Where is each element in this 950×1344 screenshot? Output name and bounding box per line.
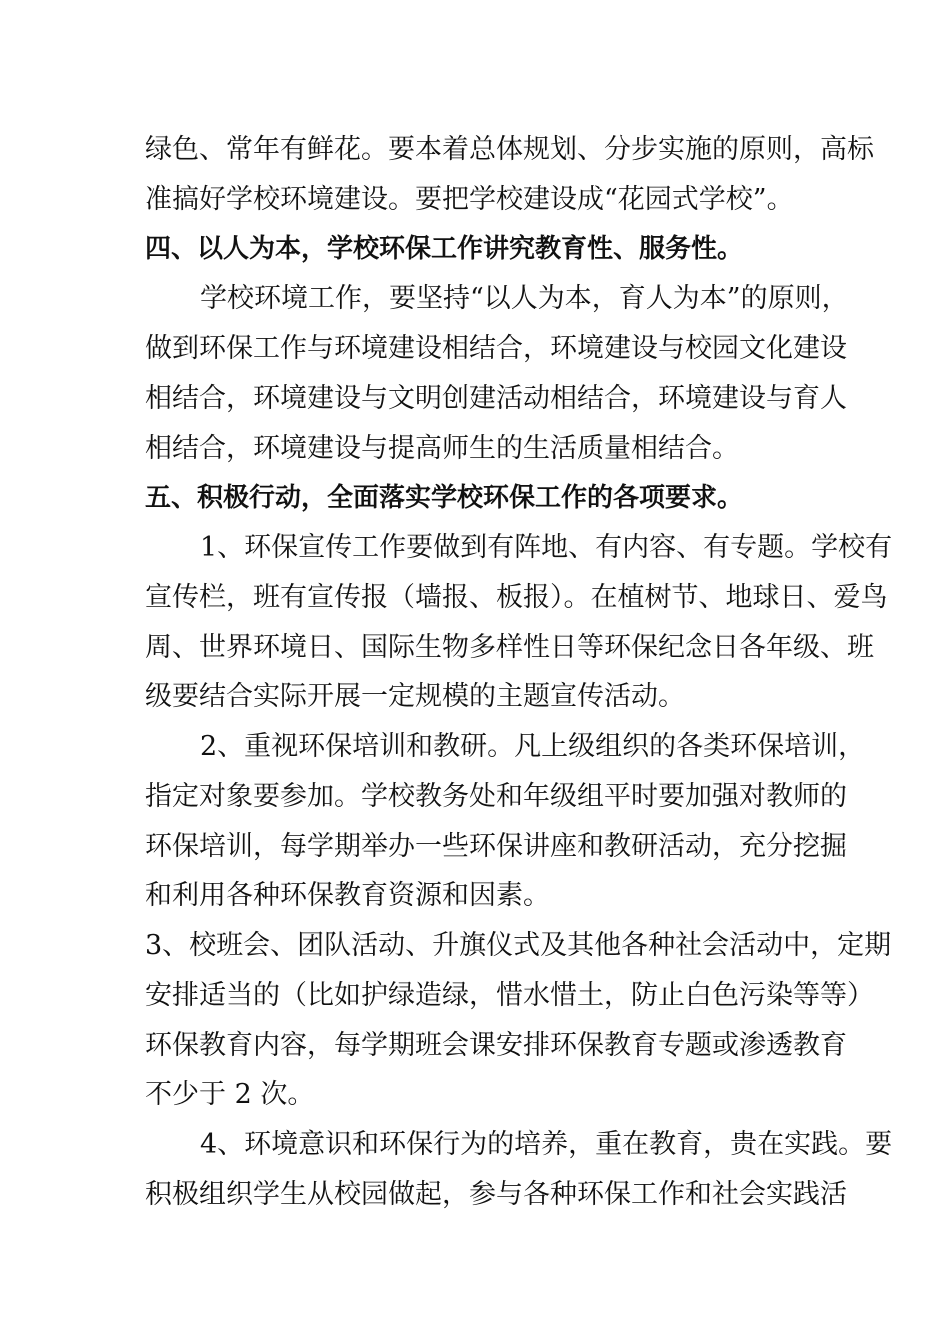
paragraph-line: 学校环境工作，要坚持“以人为本，育人为本”的原则， [200, 283, 849, 314]
paragraph-line: 环保教育内容，每学期班会课安排环保教育专题或渗透教育 [145, 1030, 847, 1061]
paragraph-line: 准搞好学校环境建设。要把学校建设成“花园式学校”。 [145, 184, 794, 215]
paragraph-line: 做到环保工作与环境建设相结合，环境建设与校园文化建设 [145, 333, 847, 364]
paragraph-line: 1、环保宣传工作要做到有阵地、有内容、有专题。学校有 [200, 532, 893, 563]
paragraph-line: 相结合，环境建设与提高师生的生活质量相结合。 [145, 433, 739, 464]
paragraph-line: 宣传栏，班有宣传报（墙报、板报）。在植树节、地球日、爱鸟 [145, 582, 888, 613]
paragraph-line: 不少于 2 次。 [145, 1079, 315, 1110]
paragraph-line: 环保培训，每学期举办一些环保讲座和教研活动，充分挖掘 [145, 831, 847, 862]
paragraph-line: 相结合，环境建设与文明创建活动相结合，环境建设与育人 [145, 383, 847, 414]
section-heading: 五、积极行动，全面落实学校环保工作的各项要求。 [145, 483, 744, 513]
paragraph-line: 和利用各种环保教育资源和因素。 [145, 880, 550, 911]
paragraph-line: 周、世界环境日、国际生物多样性日等环保纪念日各年级、班 [145, 632, 874, 663]
paragraph-line: 绿色、常年有鲜花。要本着总体规划、分步实施的原则，高标 [145, 134, 874, 165]
paragraph-line: 指定对象要参加。学校教务处和年级组平时要加强对教师的 [145, 781, 847, 812]
paragraph-line: 积极组织学生从校园做起，参与各种环保工作和社会实践活 [145, 1179, 847, 1210]
paragraph-line: 3、校班会、团队活动、升旗仪式及其他各种社会活动中，定期 [145, 930, 892, 961]
paragraph-line: 安排适当的（比如护绿造绿，惜水惜土，防止白色污染等等） [145, 980, 874, 1011]
paragraph-line: 2、重视环保培训和教研。凡上级组织的各类环保培训， [200, 731, 866, 762]
paragraph-line: 4、环境意识和环保行为的培养，重在教育，贵在实践。要 [200, 1129, 893, 1160]
section-heading: 四、以人为本，学校环保工作讲究教育性、服务性。 [145, 234, 744, 264]
paragraph-line: 级要结合实际开展一定规模的主题宣传活动。 [145, 681, 685, 712]
